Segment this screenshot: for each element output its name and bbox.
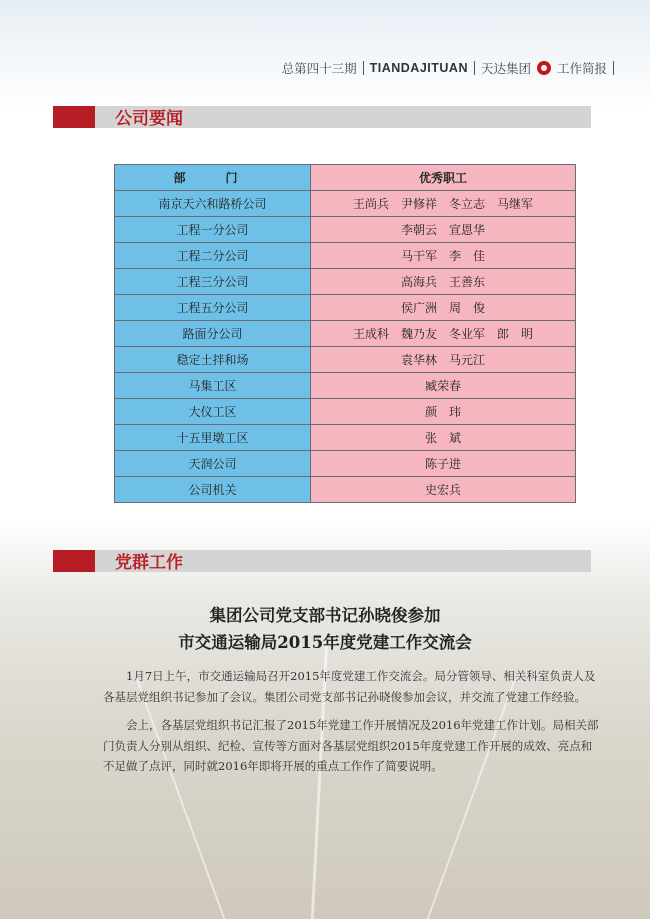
table-row (115, 321, 576, 347)
staff-names-cell: 侯广洲 周 俊 (311, 295, 576, 321)
table-row (115, 347, 576, 373)
staff-names-cell: 马干军 李 佳 (311, 243, 576, 269)
department-cell: 天润公司 (115, 451, 311, 477)
brand-english: TIANDAJITUAN (369, 61, 468, 75)
section-accent (53, 550, 95, 572)
staff-names-cell: 陈子进 (311, 451, 576, 477)
article-paragraph: 会上，各基层党组织书记汇报了2015年党建工作开展情况及2016年党建工作计划。局相关部门负责人分别从组织、纪检、宣传等方面对各基层党组织2015年度党建工作开展的成效、亮点和不足做了点评，同时就2016年即将开展的重点工作作了简要说明。 (103, 718, 599, 773)
issue-number: 总第四十三期 (281, 61, 357, 76)
department-cell: 马集工区 (115, 373, 311, 399)
department-cell: 稳定土拌和场 (115, 347, 311, 373)
header-divider (613, 61, 614, 75)
staff-names-cell: 张 斌 (311, 425, 576, 451)
header-divider (363, 61, 364, 75)
company-logo-icon (537, 61, 551, 75)
department-cell: 工程一分公司 (115, 217, 311, 243)
staff-names-cell: 颜 玮 (311, 399, 576, 425)
article-title-line-1: 集团公司党支部书记孙晓俊参加 (209, 606, 441, 625)
table-row (115, 399, 576, 425)
table-row (115, 425, 576, 451)
department-cell: 南京天六和路桥公司 (115, 191, 311, 217)
column-header-department: 部 门 (115, 165, 311, 191)
article-title-line-2: 市交通运输局2015年度党建工作交流会 (178, 633, 472, 652)
staff-names-cell: 史宏兵 (311, 477, 576, 503)
outstanding-staff-table (114, 164, 576, 503)
table-row (115, 269, 576, 295)
staff-names-cell: 王尚兵 尹修祥 冬立志 马继军 (311, 191, 576, 217)
brand-chinese: 天达集团 (480, 61, 531, 76)
staff-names-cell: 高海兵 王善东 (311, 269, 576, 295)
table-header-row (115, 165, 576, 191)
publication-name: 工作简报 (556, 61, 607, 76)
table-row (115, 191, 576, 217)
staff-names-cell: 王成科 魏乃友 冬业军 郎 明 (311, 321, 576, 347)
article-paragraph: 1月7日上午，市交通运输局召开2015年度党建工作交流会。局分管领导、相关科室负责人及各基层党组织书记参加了会议。集团公司党支部书记孙晓俊参加会议，并交流了党建工作经验。 (103, 669, 596, 704)
page-header (282, 56, 614, 80)
department-cell: 十五里墩工区 (115, 425, 311, 451)
department-cell: 公司机关 (115, 477, 311, 503)
header-divider (474, 61, 475, 75)
table-row (115, 373, 576, 399)
table-row (115, 477, 576, 503)
staff-names-cell: 李朝云 宣恩华 (311, 217, 576, 243)
table-row (115, 243, 576, 269)
section-title: 党群工作 (115, 553, 183, 573)
department-cell: 工程五分公司 (115, 295, 311, 321)
table-row (115, 295, 576, 321)
department-cell: 大仪工区 (115, 399, 311, 425)
table-row (115, 451, 576, 477)
department-cell: 工程三分公司 (115, 269, 311, 295)
section-header-company-news (53, 106, 591, 128)
section-header-party-work (53, 550, 591, 572)
header-background (0, 0, 650, 110)
staff-names-cell: 袁华林 马元江 (311, 347, 576, 373)
column-header-staff: 优秀职工 (311, 165, 576, 191)
department-cell: 工程二分公司 (115, 243, 311, 269)
section-accent (53, 106, 95, 128)
table-row (115, 217, 576, 243)
section-title: 公司要闻 (115, 109, 183, 129)
staff-names-cell: 臧荣春 (311, 373, 576, 399)
department-cell: 路面分公司 (115, 321, 311, 347)
